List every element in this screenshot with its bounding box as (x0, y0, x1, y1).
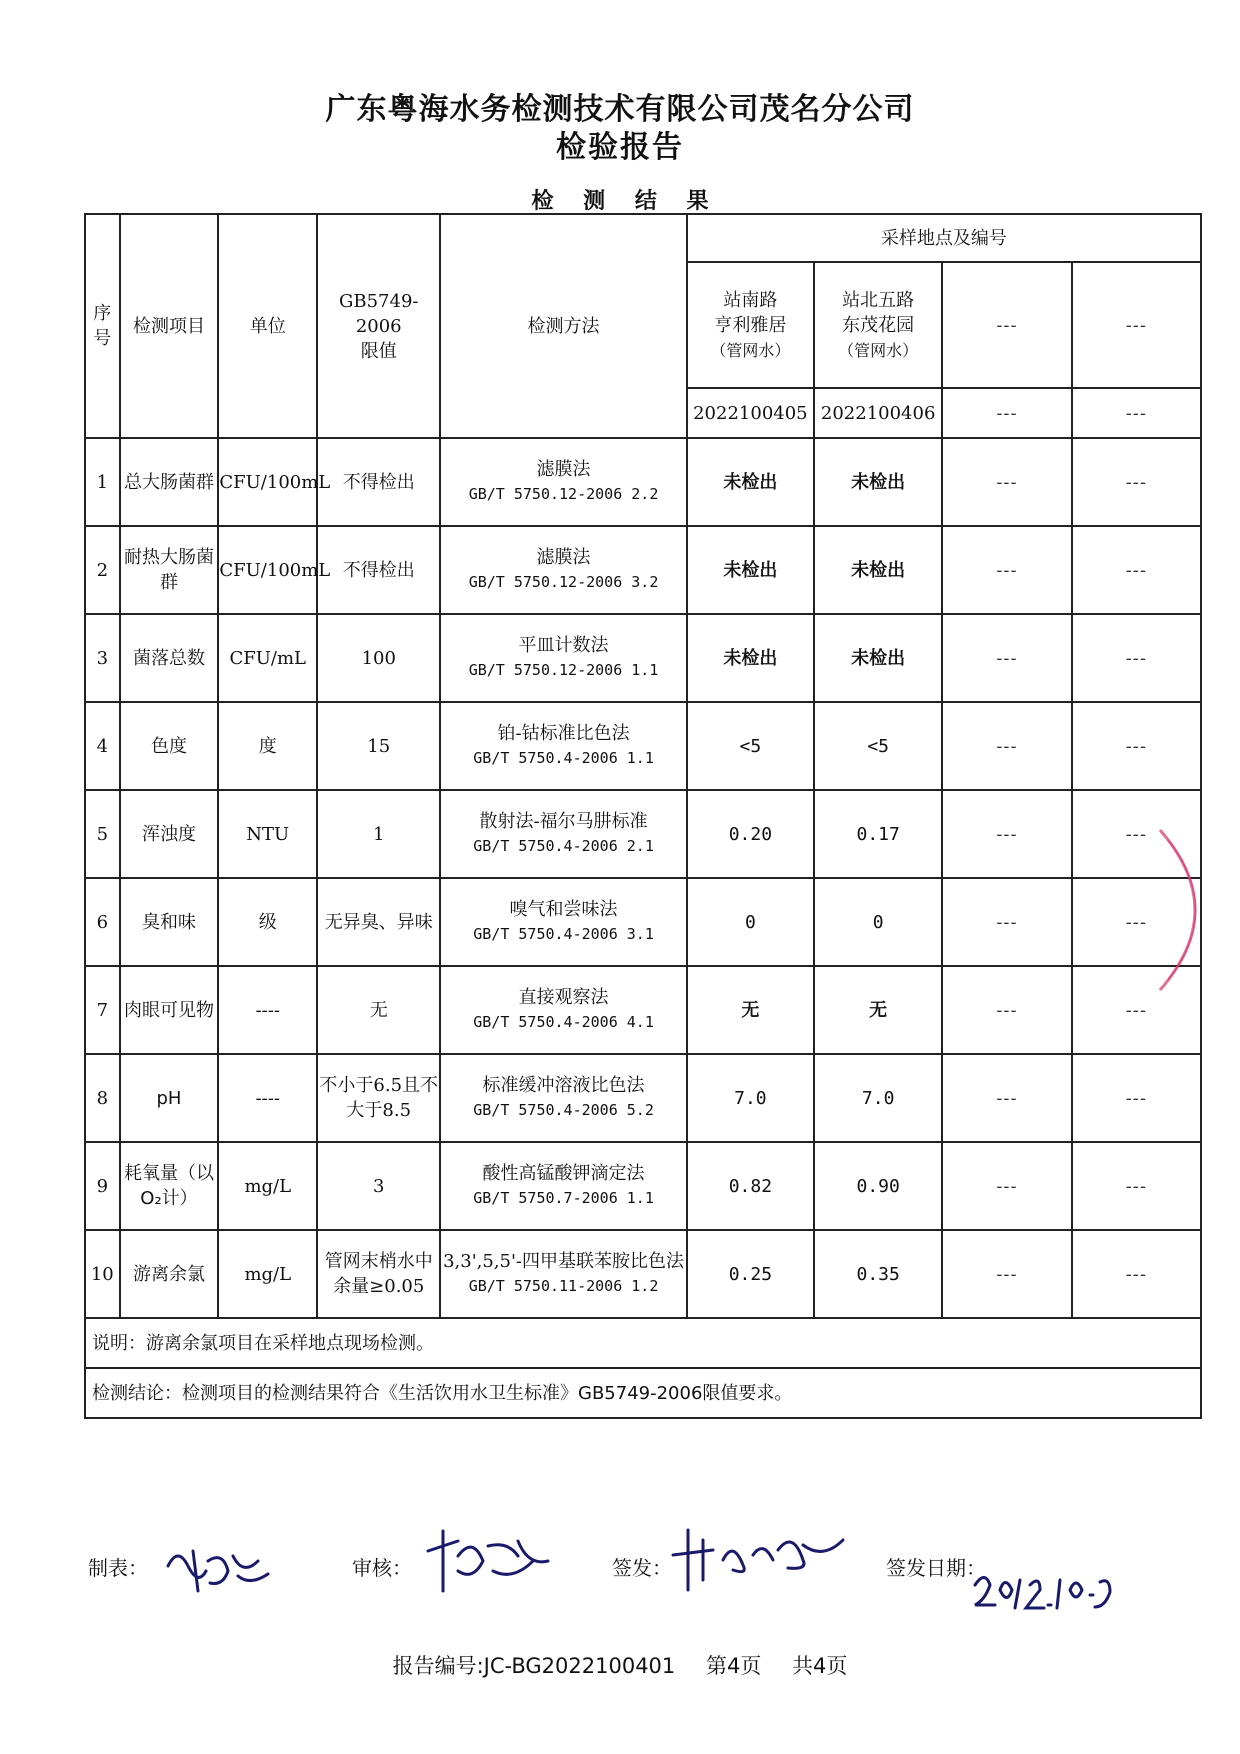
row-result-2: 7.0 (814, 1054, 942, 1142)
row-limit: 1 (317, 790, 440, 878)
table-row (85, 1230, 1201, 1318)
row-result-1: 0.82 (687, 1142, 814, 1230)
row-unit: NTU (218, 790, 317, 878)
row-number: 3 (85, 614, 120, 702)
row-result-2: 0.35 (814, 1230, 942, 1318)
row-result-2: 未检出 (814, 526, 942, 614)
company-name: 广东粤海水务检测技术有限公司茂名分公司 (325, 92, 915, 127)
method-name: 直接观察法 (518, 987, 609, 1008)
method-name: 酸性高锰酸钾滴定法 (482, 1163, 645, 1184)
limit-header-line2: 限值 (360, 340, 397, 362)
row-result-1: 未检出 (687, 614, 814, 702)
row-item: 肉眼可见物 (120, 966, 219, 1054)
row-result-1: 未检出 (687, 526, 814, 614)
site-2-code: 2022100406 (814, 388, 942, 438)
method-name: 标准缓冲溶液比色法 (482, 1075, 645, 1096)
row-result-1: 无 (687, 966, 814, 1054)
row-result-3: --- (942, 702, 1071, 790)
row-limit: 管网末梢水中余量≥0.05 (317, 1230, 440, 1318)
row-limit: 不得检出 (317, 526, 440, 614)
row-result-3: --- (942, 1054, 1071, 1142)
row-result-1: <5 (687, 702, 814, 790)
row-result-3: --- (942, 438, 1071, 526)
site-4: --- (1072, 262, 1201, 388)
table-row (85, 438, 1201, 526)
row-number: 5 (85, 790, 120, 878)
site-1-code: 2022100405 (687, 388, 814, 438)
row-item: 游离余氯 (120, 1230, 219, 1318)
row-limit: 3 (317, 1142, 440, 1230)
row-result-2: 无 (814, 966, 942, 1054)
method-name: 平皿计数法 (518, 635, 609, 656)
row-method (440, 614, 686, 702)
row-method (440, 790, 686, 878)
reviewed-label: 审核： (352, 1556, 412, 1580)
row-method (440, 966, 686, 1054)
limit-header-line1: GB5749-2006 (338, 290, 419, 337)
row-item: 菌落总数 (120, 614, 219, 702)
row-unit: mg/L (218, 1142, 317, 1230)
col-item-header: 检测项目 (120, 214, 219, 438)
row-result-1: 0.20 (687, 790, 814, 878)
report-title: 检验报告 (556, 130, 684, 165)
row-limit: 15 (317, 702, 440, 790)
col-method-header: 检测方法 (440, 214, 686, 438)
method-name: 滤膜法 (536, 459, 591, 480)
row-unit: 度 (218, 702, 317, 790)
row-result-4: --- (1072, 790, 1201, 878)
row-limit: 不得检出 (317, 438, 440, 526)
row-method (440, 878, 686, 966)
table-row (85, 1142, 1201, 1230)
row-result-4: --- (1072, 1054, 1201, 1142)
table-row (85, 966, 1201, 1054)
row-item: 总大肠菌群 (120, 438, 219, 526)
issued-label: 签发： (612, 1556, 672, 1580)
row-number: 2 (85, 526, 120, 614)
table-row (85, 614, 1201, 702)
site-3: --- (942, 262, 1071, 388)
row-item: 耐热大肠菌群 (120, 526, 219, 614)
table-row (85, 526, 1201, 614)
table-row (85, 702, 1201, 790)
row-result-2: 未检出 (814, 614, 942, 702)
row-result-3: --- (942, 1142, 1071, 1230)
note-text: 说明：游离余氯项目在采样地点现场检测。 (85, 1318, 1201, 1368)
row-limit: 无 (317, 966, 440, 1054)
row-unit: CFU/100mL (218, 438, 317, 526)
row-result-1: 0 (687, 878, 814, 966)
row-method (440, 438, 686, 526)
row-unit: 级 (218, 878, 317, 966)
row-item: 色度 (120, 702, 219, 790)
row-result-2: 0 (814, 878, 942, 966)
table-row (85, 790, 1201, 878)
prepared-signature (158, 1536, 278, 1596)
method-standard: GB/T 5750.4-2006 2.1 (473, 837, 654, 855)
row-method (440, 526, 686, 614)
method-standard: GB/T 5750.4-2006 4.1 (473, 1013, 654, 1031)
row-result-4: --- (1072, 614, 1201, 702)
method-standard: GB/T 5750.12-2006 2.2 (468, 485, 659, 503)
row-method (440, 1054, 686, 1142)
row-method (440, 702, 686, 790)
row-result-4: --- (1072, 438, 1201, 526)
date-handwritten (970, 1560, 1120, 1620)
footer (0, 1650, 1240, 1680)
row-number: 7 (85, 966, 120, 1054)
row-result-3: --- (942, 1230, 1071, 1318)
row-method (440, 1142, 686, 1230)
row-unit: ---- (218, 1054, 317, 1142)
row-number: 1 (85, 438, 120, 526)
row-result-3: --- (942, 614, 1071, 702)
row-result-4: --- (1072, 878, 1201, 966)
row-result-4: --- (1072, 1142, 1201, 1230)
row-result-3: --- (942, 790, 1071, 878)
method-name: 滤膜法 (536, 547, 591, 568)
row-result-1: 未检出 (687, 438, 814, 526)
row-number: 6 (85, 878, 120, 966)
row-item: 臭和味 (120, 878, 219, 966)
row-number: 10 (85, 1230, 120, 1318)
method-standard: GB/T 5750.4-2006 5.2 (473, 1101, 654, 1119)
col-seq-header: 序 号 (85, 214, 120, 438)
method-standard: GB/T 5750.4-2006 3.1 (473, 925, 654, 943)
row-result-2: 0.17 (814, 790, 942, 878)
prepared-label: 制表： (88, 1556, 148, 1580)
site-3-code: --- (942, 388, 1071, 438)
method-standard: GB/T 5750.12-2006 3.2 (468, 573, 659, 591)
row-item: pH (120, 1054, 219, 1142)
row-result-4: --- (1072, 702, 1201, 790)
conclusion-text: 检测结论：检测项目的检测结果符合《生活饮用水卫生标准》GB5749-2006限值要求。 (85, 1368, 1201, 1418)
row-limit: 100 (317, 614, 440, 702)
method-standard: GB/T 5750.7-2006 1.1 (473, 1189, 654, 1207)
row-result-4: --- (1072, 1230, 1201, 1318)
row-number: 8 (85, 1054, 120, 1142)
row-unit: CFU/100mL (218, 526, 317, 614)
row-limit: 不小于6.5且不大于8.5 (317, 1054, 440, 1142)
row-result-3: --- (942, 878, 1071, 966)
red-seal-stamp (1150, 825, 1210, 995)
method-standard: GB/T 5750.11-2006 1.2 (468, 1277, 659, 1295)
row-unit: CFU/mL (218, 614, 317, 702)
col-limit-header (317, 214, 440, 438)
row-result-4: --- (1072, 966, 1201, 1054)
row-result-4: --- (1072, 526, 1201, 614)
row-result-1: 0.25 (687, 1230, 814, 1318)
issued-signature (668, 1520, 848, 1590)
page-number: 第4页 (705, 1654, 762, 1678)
date-label: 签发日期： (886, 1556, 986, 1580)
row-number: 4 (85, 702, 120, 790)
results-table (84, 213, 1202, 1419)
site-4-code: --- (1072, 388, 1201, 438)
row-result-2: 未检出 (814, 438, 942, 526)
sampling-header: 采样地点及编号 (687, 214, 1201, 262)
row-result-2: 0.90 (814, 1142, 942, 1230)
row-item: 浑浊度 (120, 790, 219, 878)
table-row (85, 878, 1201, 966)
row-method (440, 1230, 686, 1318)
table-row (85, 1054, 1201, 1142)
row-result-3: --- (942, 526, 1071, 614)
row-unit: mg/L (218, 1230, 317, 1318)
total-pages: 共4页 (792, 1654, 848, 1678)
method-name: 铂-钴标准比色法 (497, 723, 630, 744)
section-title: 检 测 结 果 (531, 189, 709, 214)
col-unit-header: 单位 (218, 214, 317, 438)
method-name: 嗅气和尝味法 (509, 899, 618, 920)
site-1: 站南路 亨利雅居 （管网水） (687, 262, 814, 388)
method-name: 3,3',5,5'-四甲基联苯胺比色法 (443, 1251, 685, 1272)
report-number: 报告编号:JC-BG2022100401 (392, 1654, 676, 1678)
row-number: 9 (85, 1142, 120, 1230)
row-limit: 无异臭、异味 (317, 878, 440, 966)
method-standard: GB/T 5750.4-2006 1.1 (473, 749, 654, 767)
row-result-1: 7.0 (687, 1054, 814, 1142)
row-result-3: --- (942, 966, 1071, 1054)
site-2: 站北五路 东茂花园 （管网水） (814, 262, 942, 388)
method-standard: GB/T 5750.12-2006 1.1 (468, 661, 659, 679)
method-name: 散射法-福尔马肼标准 (479, 811, 648, 832)
row-item: 耗氧量（以O₂计） (120, 1142, 219, 1230)
row-result-2: <5 (814, 702, 942, 790)
reviewed-signature (418, 1526, 558, 1596)
row-unit: ---- (218, 966, 317, 1054)
